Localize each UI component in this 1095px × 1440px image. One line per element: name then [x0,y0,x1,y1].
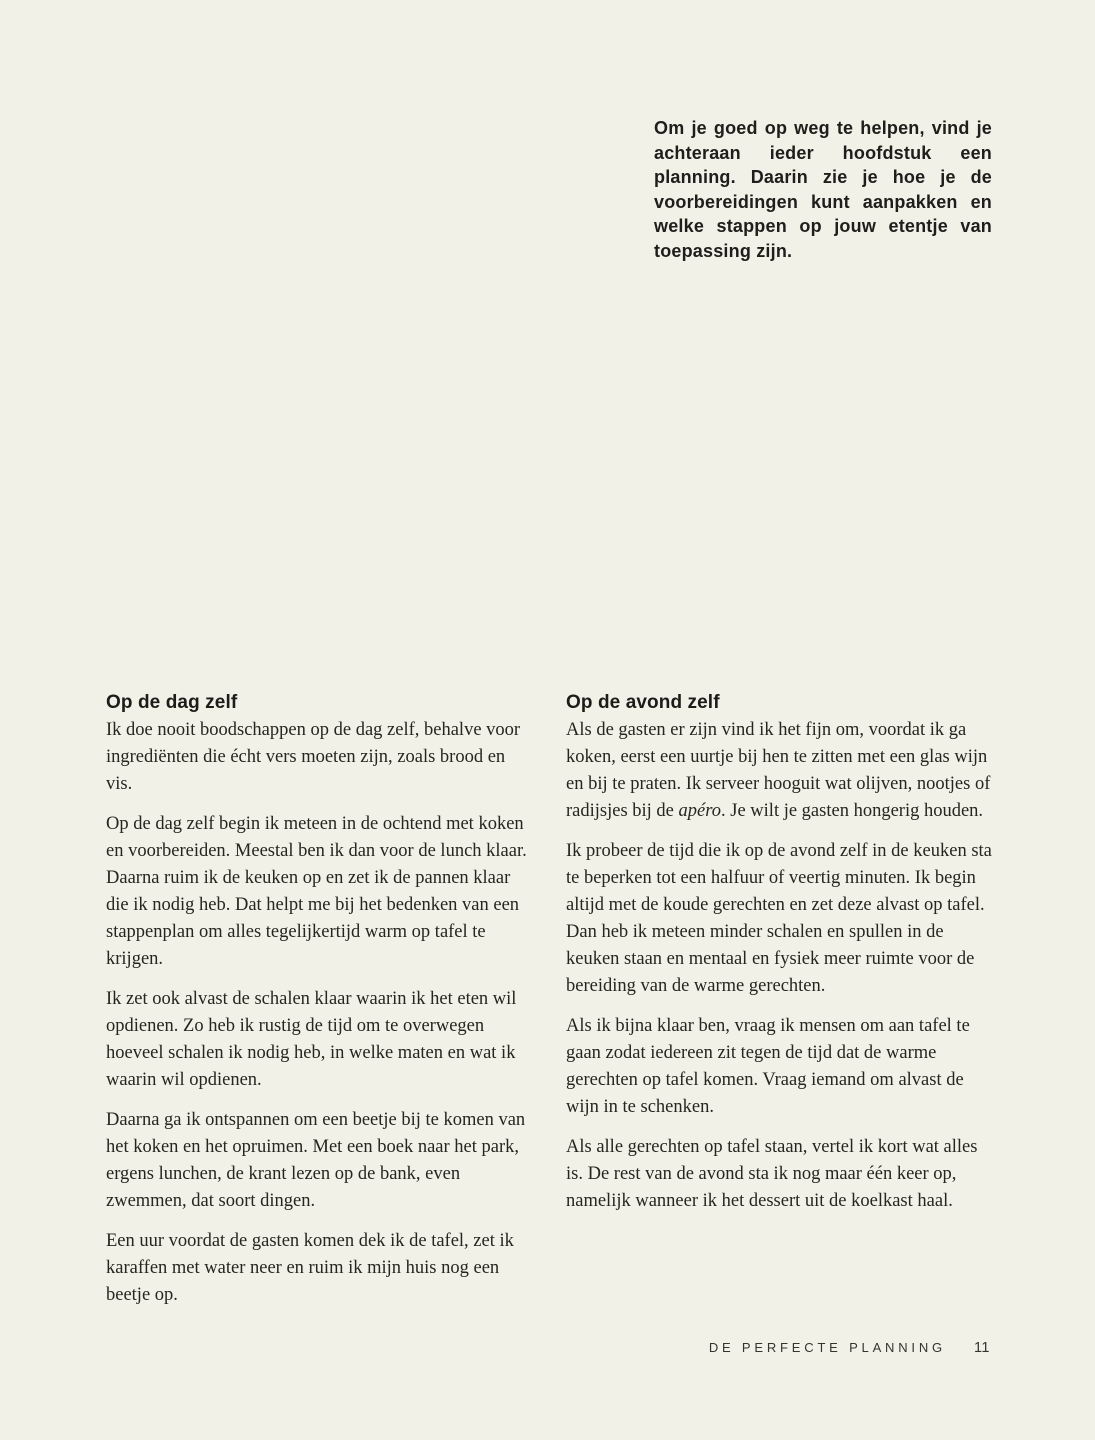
intro-paragraph: Om je goed op weg te helpen, vind je achteraan ieder hoofdstuk een planning. Daarin zie je hoe je de voorbereidingen kunt aanpakken en welke stappen op jouw etentje van toepassing zijn. [654,118,992,261]
body-paragraph: Als ik bijna klaar ben, vraag ik mensen om aan tafel te gaan zodat iedereen zit tegen de tijd dat de warme gerechten op tafel komen. Vraag iemand om alvast de wijn in te schenken. [566,1016,970,1117]
column-right-heading: Op de avond zelf [566,692,720,713]
running-head: DE PERFECTE PLANNING [708,1340,946,1355]
page-number: 11 [973,1340,990,1356]
text-columns [106,691,992,1322]
body-paragraph: Op de dag zelf begin ik meteen in de ochtend met koken en voorbereiden. Meestal ben ik dan voor de lunch klaar. Daarna ruim ik de keuken op en zet ik de pannen klaar die ik nodig heb. Dat helpt me bij het bedenken van een stappenplan om alles tegelijkertijd warm op tafel te krijgen. [106,814,527,969]
column-right [566,691,992,1322]
body-paragraph: Ik doe nooit boodschappen op de dag zelf, behalve voor ingrediënten die écht vers moeten zijn, zoals brood en vis. [106,720,521,794]
body-paragraph: Een uur voordat de gasten komen dek ik de tafel, zet ik karaffen met water neer en ruim ik mijn huis nog een beetje op. [106,1231,514,1305]
body-paragraph: Ik zet ook alvast de schalen klaar waarin ik het eten wil opdienen. Zo heb ik rustig de tijd om te overwegen hoeveel schalen ik nodig heb, in welke maten en wat ik waarin wil opdienen. [106,989,517,1090]
body-paragraph: Daarna ga ik ontspannen om een beetje bij te komen van het koken en het opruimen. Met een boek naar het park, ergens lunchen, de krant lezen op de bank, even zwemmen, dat soort dingen. [106,1110,526,1211]
page-footer [709,1340,990,1356]
column-left-paragraphs [106,717,532,1309]
column-right-paragraphs [566,717,992,1215]
body-paragraph: Ik probeer de tijd die ik op de avond zelf in de keuken sta te beperken tot een halfuur of veertig minuten. Ik begin altijd met de koude gerechten en zet deze alvast op tafel. Dan heb ik meteen minder schalen en spullen in de keuken staan en mentaal en fysiek meer ruimte voor de bereiding van de warme gerechten. [566,841,992,996]
column-left-heading: Op de dag zelf [106,692,238,713]
column-left [106,691,532,1322]
body-paragraph: Als de gasten er zijn vind ik het fijn om, voordat ik ga koken, eerst een uurtje bij hen te zitten met een glas wijn en bij te praten. Ik serveer hooguit wat olijven, nootjes of radijsjes bij de apéro. Je wilt je gasten hongerig houden. [566,720,991,821]
body-paragraph: Als alle gerechten op tafel staan, vertel ik kort wat alles is. De rest van de avond sta ik nog maar één keer op, namelijk wanneer ik het dessert uit de koelkast haal. [566,1137,978,1211]
